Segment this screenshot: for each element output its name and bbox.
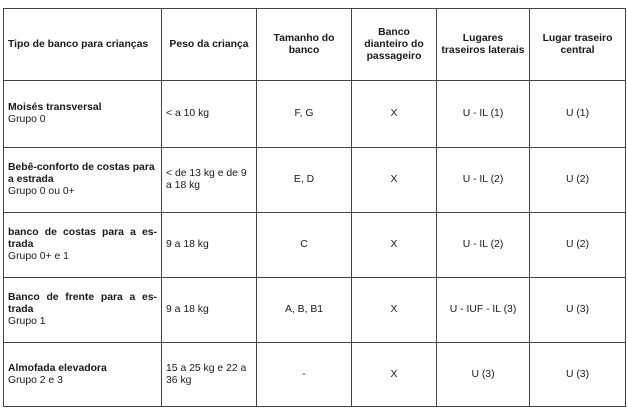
seat-group: Grupo 0 [8, 114, 46, 125]
rear-center-cell: U (3) [530, 343, 626, 407]
header-seat-size: Tamanho do banco [257, 9, 352, 81]
seat-type-name: Moisés transversal [8, 102, 102, 113]
front-passenger-cell: X [352, 343, 437, 407]
front-passenger-cell: X [352, 148, 437, 213]
table-row [4, 81, 626, 148]
rear-side-cell: U - IL (2) [437, 148, 530, 213]
rear-center-cell: U (3) [530, 278, 626, 343]
seat-size-cell: F, G [257, 81, 352, 148]
seat-type-name: banco de costas para a es-trada [8, 227, 157, 250]
seat-group: Grupo 0+ e 1 [8, 251, 69, 262]
rear-side-cell: U - IL (2) [437, 213, 530, 278]
seat-group: Grupo 2 e 3 [8, 374, 63, 386]
seat-size-cell: C [257, 213, 352, 278]
front-passenger-cell: X [352, 81, 437, 148]
seat-group: Grupo 1 [8, 316, 46, 327]
seat-type-name: Bebê-conforto de costas para a estrada [8, 162, 155, 185]
seat-type-cell [4, 343, 162, 407]
header-front-passenger: Banco dianteiro do passageiro [352, 9, 437, 81]
front-passenger-cell: X [352, 278, 437, 343]
rear-center-cell: U (1) [530, 81, 626, 148]
seat-type-cell [4, 148, 162, 213]
seat-type-cell [4, 278, 162, 343]
seat-size-cell: A, B, B1 [257, 278, 352, 343]
child-weight-cell: 9 a 18 kg [162, 278, 257, 343]
rear-side-cell: U - IL (1) [437, 81, 530, 148]
header-rear-center: Lugar traseiro central [530, 9, 626, 81]
table-row [4, 278, 626, 343]
child-weight-cell: < a 10 kg [162, 81, 257, 148]
rear-side-cell: U - IUF - IL (3) [437, 278, 530, 343]
document-page [3, 8, 625, 407]
child-weight-cell: < de 13 kg e de 9 a 18 kg [162, 148, 257, 213]
child-seat-table [3, 8, 626, 407]
seat-type-cell [4, 81, 162, 148]
front-passenger-cell: X [352, 213, 437, 278]
table-header-row [4, 9, 626, 81]
seat-type-name: Almofada elevadora [8, 362, 107, 374]
seat-type-name: Banco de frente para a es-trada [8, 292, 157, 315]
rear-center-cell: U (2) [530, 213, 626, 278]
rear-center-cell: U (2) [530, 148, 626, 213]
rear-side-cell: U (3) [437, 343, 530, 407]
header-seat-type: Tipo de banco para crianças [4, 9, 162, 81]
seat-size-cell: - [257, 343, 352, 407]
table-row [4, 148, 626, 213]
table-row [4, 343, 626, 407]
child-weight-cell: 15 a 25 kg e 22 a 36 kg [162, 343, 257, 407]
seat-size-cell: E, D [257, 148, 352, 213]
seat-type-cell [4, 213, 162, 278]
seat-group: Grupo 0 ou 0+ [8, 186, 75, 197]
header-child-weight: Peso da criança [162, 9, 257, 81]
child-weight-cell: 9 a 18 kg [162, 213, 257, 278]
table-row [4, 213, 626, 278]
header-rear-side: Lugares traseiros laterais [437, 9, 530, 81]
